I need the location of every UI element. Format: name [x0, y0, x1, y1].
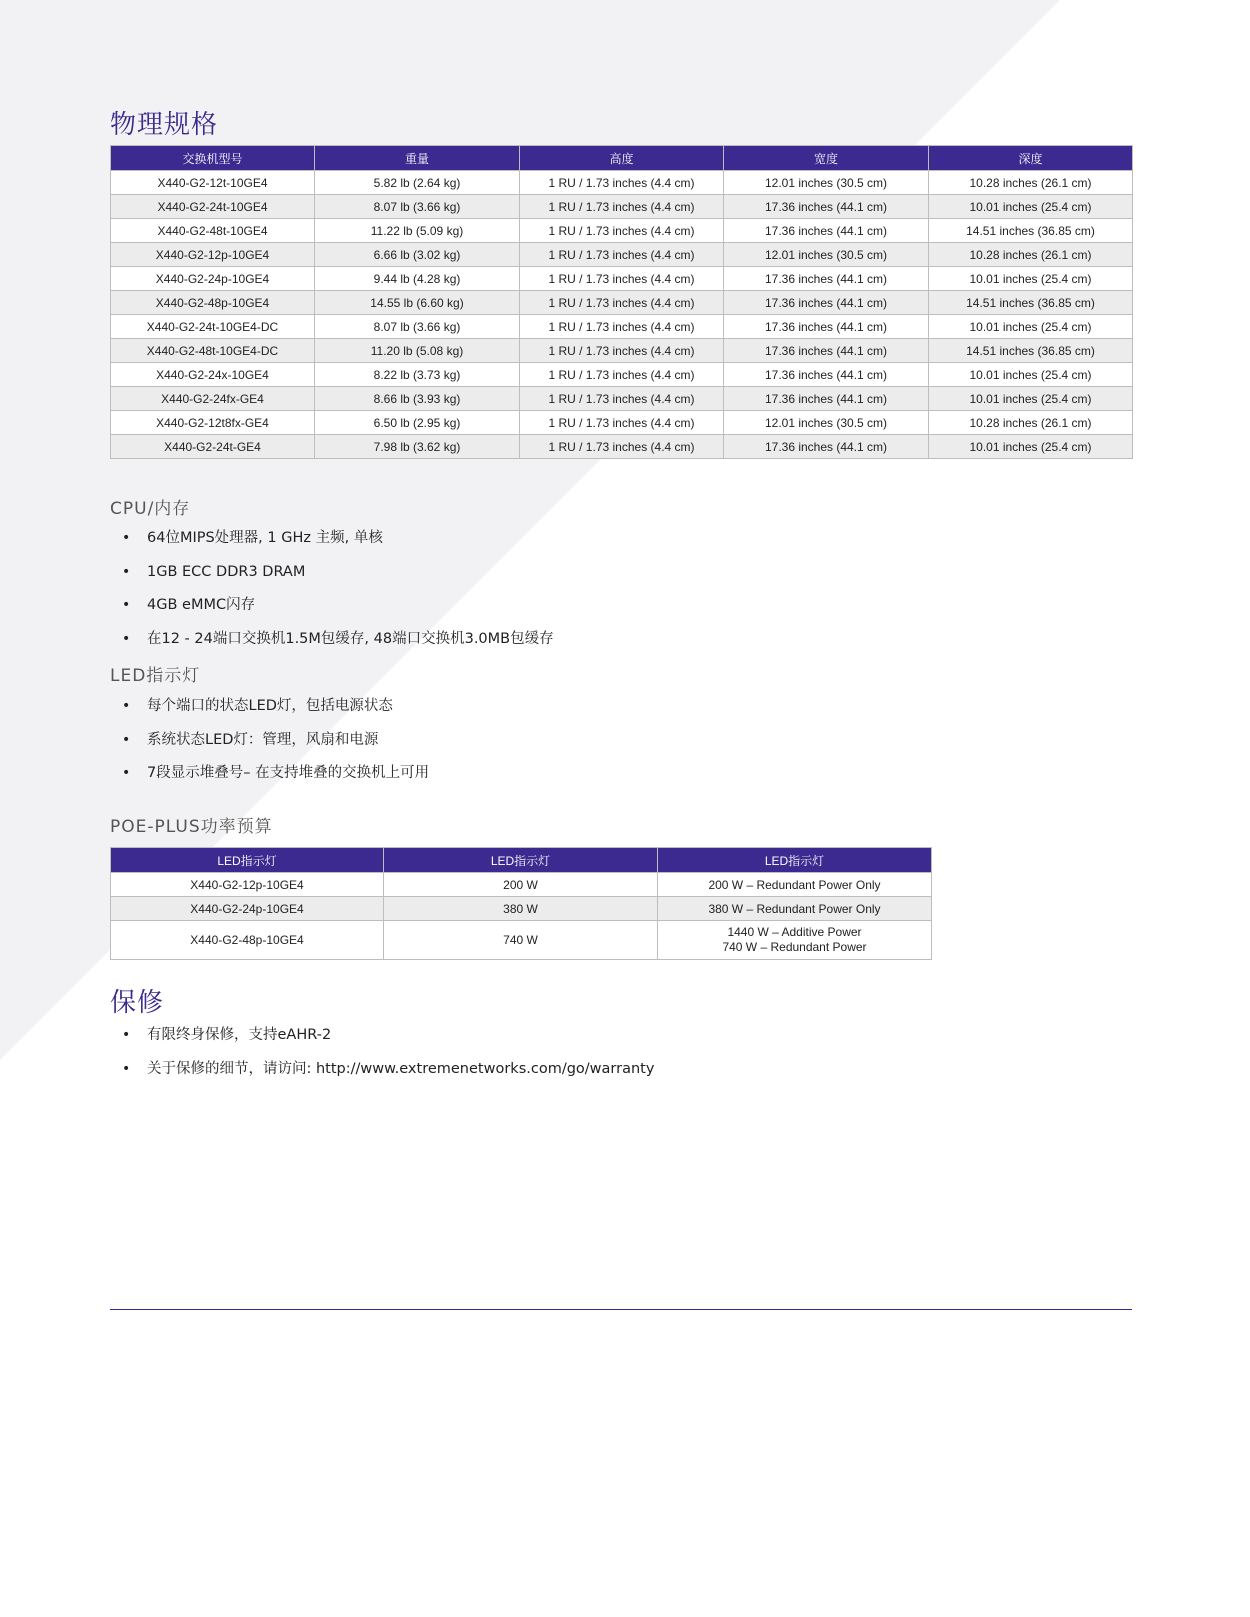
table-cell: X440-G2-24p-10GE4: [111, 267, 315, 291]
list-item: • 关于保修的细节，请访问: http://www.extremenetworks.com/go/warranty: [110, 1059, 654, 1093]
table-cell: 380 W – Redundant Power Only: [658, 897, 932, 921]
table-header-row: [111, 848, 932, 873]
table-cell: X440-G2-24t-GE4: [111, 435, 315, 459]
table-cell: 1 RU / 1.73 inches (4.4 cm): [520, 243, 724, 267]
led-indicators-title: LED指示灯: [110, 666, 201, 686]
header-height: 高度: [520, 146, 724, 171]
poe-additive-power: 1440 W – Additive Power: [727, 925, 862, 939]
table-header-row: [111, 146, 1133, 171]
table-cell: X440-G2-24x-10GE4: [111, 363, 315, 387]
list-item: • 有限终身保修，支持eAHR-2: [110, 1025, 654, 1059]
table-row: [111, 921, 932, 960]
table-cell: 17.36 inches (44.1 cm): [724, 267, 929, 291]
table-cell: 1 RU / 1.73 inches (4.4 cm): [520, 411, 724, 435]
poe-budget-table: [110, 847, 932, 960]
physical-specs-title: 物理规格: [110, 110, 219, 140]
table-cell: X440-G2-12t-10GE4: [111, 171, 315, 195]
poe-redundant-power: 740 W – Redundant Power: [722, 940, 867, 954]
table-cell: 8.07 lb (3.66 kg): [315, 195, 520, 219]
table-cell: 10.01 inches (25.4 cm): [929, 363, 1133, 387]
table-cell: 1 RU / 1.73 inches (4.4 cm): [520, 387, 724, 411]
table-cell: X440-G2-12p-10GE4: [111, 873, 384, 897]
table-cell: 17.36 inches (44.1 cm): [724, 291, 929, 315]
table-cell: 10.28 inches (26.1 cm): [929, 243, 1133, 267]
table-cell: 9.44 lb (4.28 kg): [315, 267, 520, 291]
table-cell: X440-G2-48p-10GE4: [111, 921, 384, 960]
table-cell: 200 W: [384, 873, 658, 897]
led-indicators-list: [110, 696, 429, 797]
list-item: • 每个端口的状态LED灯，包括电源状态: [110, 696, 429, 730]
table-cell: 17.36 inches (44.1 cm): [724, 363, 929, 387]
table-row: [111, 339, 1133, 363]
table-cell: 6.50 lb (2.95 kg): [315, 411, 520, 435]
list-item: • 4GB eMMC闪存: [110, 595, 554, 629]
table-row: [111, 873, 932, 897]
table-cell: 380 W: [384, 897, 658, 921]
poe-header-2: LED指示灯: [384, 848, 658, 873]
table-cell: 10.01 inches (25.4 cm): [929, 315, 1133, 339]
table-cell: 14.51 inches (36.85 cm): [929, 339, 1133, 363]
table-cell: X440-G2-24fx-GE4: [111, 387, 315, 411]
table-cell: 10.28 inches (26.1 cm): [929, 171, 1133, 195]
table-cell: 1 RU / 1.73 inches (4.4 cm): [520, 315, 724, 339]
table-cell-multiline: [658, 921, 932, 960]
table-cell: X440-G2-24t-10GE4: [111, 195, 315, 219]
table-cell: 11.20 lb (5.08 kg): [315, 339, 520, 363]
table-cell: 8.66 lb (3.93 kg): [315, 387, 520, 411]
cpu-memory-title: CPU/内存: [110, 499, 191, 519]
table-cell: 17.36 inches (44.1 cm): [724, 387, 929, 411]
list-item: • 7段显示堆叠号– 在支持堆叠的交换机上可用: [110, 763, 429, 797]
table-cell: 12.01 inches (30.5 cm): [724, 171, 929, 195]
cpu-memory-list: [110, 528, 554, 662]
table-row: [111, 315, 1133, 339]
table-cell: 17.36 inches (44.1 cm): [724, 339, 929, 363]
table-cell: X440-G2-24p-10GE4: [111, 897, 384, 921]
table-cell: 17.36 inches (44.1 cm): [724, 195, 929, 219]
table-row: [111, 219, 1133, 243]
list-item: • 系统状态LED灯：管理，风扇和电源: [110, 730, 429, 764]
table-row: [111, 363, 1133, 387]
table-cell: 5.82 lb (2.64 kg): [315, 171, 520, 195]
table-cell: 10.01 inches (25.4 cm): [929, 387, 1133, 411]
table-cell: 6.66 lb (3.02 kg): [315, 243, 520, 267]
table-cell: X440-G2-12t8fx-GE4: [111, 411, 315, 435]
table-cell: 1 RU / 1.73 inches (4.4 cm): [520, 363, 724, 387]
table-row: [111, 387, 1133, 411]
header-model: 交换机型号: [111, 146, 315, 171]
table-cell: 10.28 inches (26.1 cm): [929, 411, 1133, 435]
table-cell: 1 RU / 1.73 inches (4.4 cm): [520, 291, 724, 315]
table-row: [111, 267, 1133, 291]
list-item: • 在12 - 24端口交换机1.5M包缓存, 48端口交换机3.0MB包缓存: [110, 629, 554, 663]
table-row: [111, 435, 1133, 459]
table-row: [111, 195, 1133, 219]
footer-divider: [110, 1309, 1132, 1310]
table-cell: X440-G2-48p-10GE4: [111, 291, 315, 315]
table-row: [111, 243, 1133, 267]
table-cell: 17.36 inches (44.1 cm): [724, 219, 929, 243]
table-cell: X440-G2-48t-10GE4: [111, 219, 315, 243]
table-cell: 7.98 lb (3.62 kg): [315, 435, 520, 459]
warranty-title: 保修: [110, 988, 165, 1018]
physical-specs-table: [110, 145, 1133, 459]
table-cell: X440-G2-12p-10GE4: [111, 243, 315, 267]
table-row: [111, 411, 1133, 435]
header-width: 宽度: [724, 146, 929, 171]
table-cell: 14.51 inches (36.85 cm): [929, 291, 1133, 315]
table-cell: X440-G2-48t-10GE4-DC: [111, 339, 315, 363]
table-cell: 11.22 lb (5.09 kg): [315, 219, 520, 243]
table-cell: 12.01 inches (30.5 cm): [724, 243, 929, 267]
table-cell: 1 RU / 1.73 inches (4.4 cm): [520, 219, 724, 243]
header-weight: 重量: [315, 146, 520, 171]
table-cell: X440-G2-24t-10GE4-DC: [111, 315, 315, 339]
table-cell: 1 RU / 1.73 inches (4.4 cm): [520, 171, 724, 195]
table-cell: 14.51 inches (36.85 cm): [929, 219, 1133, 243]
poe-header-3: LED指示灯: [658, 848, 932, 873]
table-row: [111, 291, 1133, 315]
table-cell: 10.01 inches (25.4 cm): [929, 435, 1133, 459]
table-row: [111, 171, 1133, 195]
table-cell: 200 W – Redundant Power Only: [658, 873, 932, 897]
table-cell: 14.55 lb (6.60 kg): [315, 291, 520, 315]
table-cell: 12.01 inches (30.5 cm): [724, 411, 929, 435]
header-depth: 深度: [929, 146, 1133, 171]
warranty-list: [110, 1025, 654, 1092]
table-cell: 1 RU / 1.73 inches (4.4 cm): [520, 195, 724, 219]
list-item: • 1GB ECC DDR3 DRAM: [110, 562, 554, 596]
poe-header-1: LED指示灯: [111, 848, 384, 873]
table-cell: 1 RU / 1.73 inches (4.4 cm): [520, 339, 724, 363]
table-cell: 8.22 lb (3.73 kg): [315, 363, 520, 387]
table-cell: 17.36 inches (44.1 cm): [724, 435, 929, 459]
table-cell: 10.01 inches (25.4 cm): [929, 267, 1133, 291]
table-cell: 10.01 inches (25.4 cm): [929, 195, 1133, 219]
table-cell: 1 RU / 1.73 inches (4.4 cm): [520, 267, 724, 291]
list-item: • 64位MIPS处理器, 1 GHz 主频, 单核: [110, 528, 554, 562]
table-cell: 740 W: [384, 921, 658, 960]
table-cell: 8.07 lb (3.66 kg): [315, 315, 520, 339]
table-cell: 17.36 inches (44.1 cm): [724, 315, 929, 339]
table-row: [111, 897, 932, 921]
table-cell: 1 RU / 1.73 inches (4.4 cm): [520, 435, 724, 459]
poe-budget-title: POE-PLUS功率预算: [110, 817, 273, 837]
